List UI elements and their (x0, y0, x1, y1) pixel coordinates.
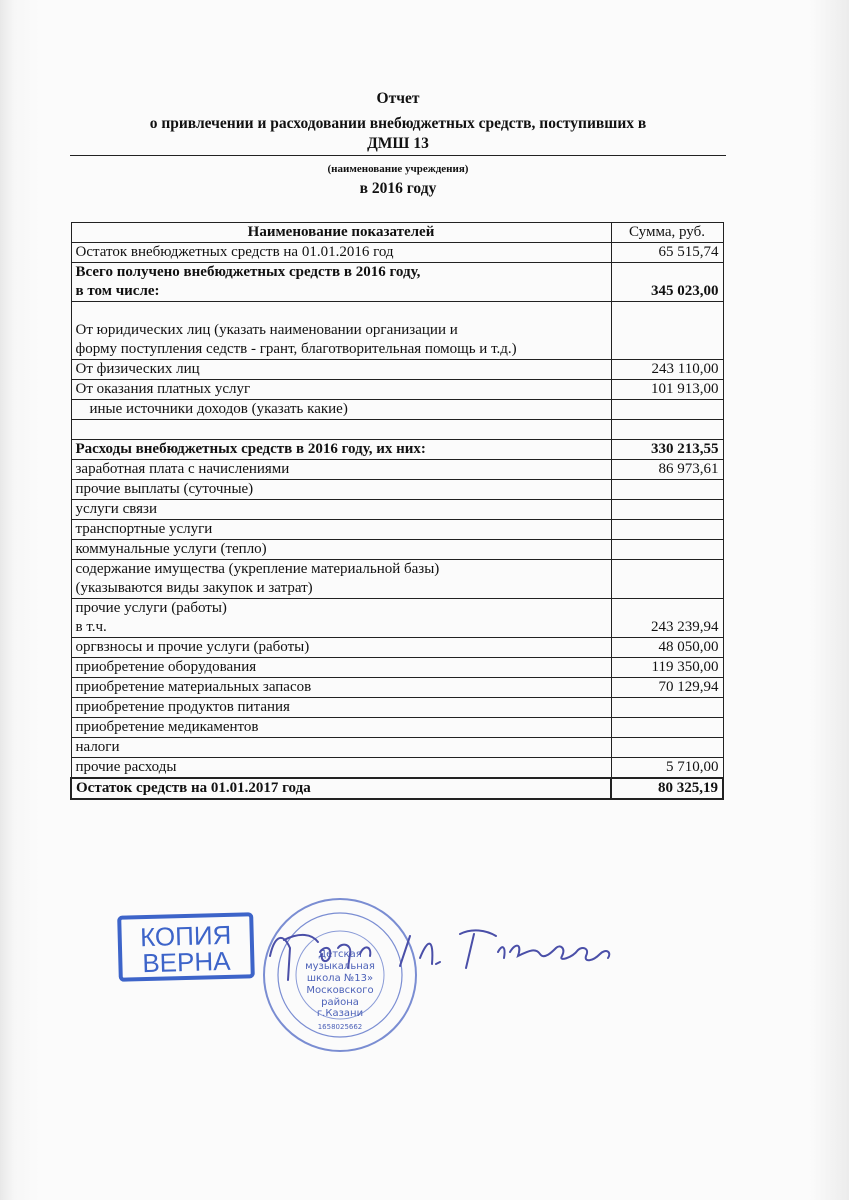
row-label: иные источники доходов (указать какие) (71, 400, 611, 420)
signature (260, 918, 620, 988)
table-row (71, 380, 723, 400)
row-sum: 65 515,74 (611, 243, 723, 263)
empty-row (71, 420, 723, 440)
report-title: Отчет (376, 90, 420, 107)
row-sum: 70 129,94 (611, 678, 723, 698)
row-label-line: прочие услуги (работы) (75, 600, 227, 616)
row-label: транспортные услуги (71, 520, 611, 540)
table-row (71, 698, 723, 718)
row-sum (611, 520, 723, 540)
row-label-line: (указываются виды закупок и затрат) (75, 580, 313, 596)
table-row (71, 400, 723, 420)
row-label-line: форму поступления седств - грант, благотворительная помощь и т.д.) (75, 341, 517, 357)
row-sum: 86 973,61 (611, 460, 723, 480)
table-row (71, 758, 723, 779)
row-sum (611, 718, 723, 738)
table-row (71, 440, 723, 460)
stamp-line: ВЕРНА (141, 945, 231, 979)
table-row-total (71, 778, 723, 799)
row-sum: 80 325,19 (611, 778, 723, 799)
row-label (71, 560, 611, 599)
table-row (71, 500, 723, 520)
header-name: Наименование показателей (71, 223, 611, 243)
row-label (71, 599, 611, 638)
row-sum (611, 480, 723, 500)
report-table (70, 222, 724, 800)
table-header-row (71, 223, 723, 243)
table-row (71, 599, 723, 638)
row-label-line: Всего получено внебюджетных средств в 2016 году, (75, 264, 421, 280)
table-row (71, 302, 723, 360)
row-sum (611, 400, 723, 420)
header-sum: Сумма, руб. (611, 223, 723, 243)
row-label: коммунальные услуги (тепло) (71, 540, 611, 560)
stamp-line: КОПИЯ (139, 919, 232, 953)
svg-text:1658025662: 1658025662 (317, 1023, 363, 1031)
row-label: налоги (71, 738, 611, 758)
row-sum (611, 738, 723, 758)
row-label (71, 302, 611, 360)
row-label-line: в т.ч. (75, 619, 107, 635)
row-label-line: в том числе: (75, 283, 160, 299)
row-label: приобретение материальных запасов (71, 678, 611, 698)
underline-rule (70, 155, 726, 156)
row-label: приобретение медикаментов (71, 718, 611, 738)
row-label: прочие расходы (71, 758, 611, 779)
table-row (71, 460, 723, 480)
row-label: приобретение продуктов питания (71, 698, 611, 718)
institution-name: ДМШ 13 (367, 135, 429, 152)
row-label-line: содержание имущества (укрепление материальной базы) (75, 561, 440, 577)
row-sum: 243 110,00 (611, 360, 723, 380)
svg-text:школа №13»: школа №13» (306, 973, 374, 984)
svg-text:музыкальная: музыкальная (305, 961, 375, 972)
row-sum (611, 560, 723, 599)
table-row (71, 560, 723, 599)
row-label: оргвзносы и прочие услуги (работы) (71, 638, 611, 658)
row-sum (611, 500, 723, 520)
svg-text:г.Казани: г.Казани (316, 1008, 364, 1019)
row-label: приобретение оборудования (71, 658, 611, 678)
institution-note: (наименование учреждения) (327, 163, 469, 175)
row-label: прочие выплаты (суточные) (71, 480, 611, 500)
row-sum: 101 913,00 (611, 380, 723, 400)
report-subtitle: о привлечении и расходовании внебюджетных средств, поступивших в (149, 115, 647, 132)
svg-text:Московского: Московского (306, 985, 374, 996)
table-row (71, 520, 723, 540)
table-row (71, 480, 723, 500)
row-label: заработная плата с начислениями (71, 460, 611, 480)
row-sum: 243 239,94 (611, 599, 723, 638)
row-label: Остаток средств на 01.01.2017 года (71, 778, 611, 799)
copy-verified-stamp (117, 912, 255, 982)
row-label: услуги связи (71, 500, 611, 520)
table-row (71, 738, 723, 758)
row-label: От оказания платных услуг (71, 380, 611, 400)
table-row (71, 360, 723, 380)
year-line: в 2016 году (359, 180, 437, 197)
table-row (71, 718, 723, 738)
row-label: Остаток внебюджетных средств на 01.01.2016 год (71, 243, 611, 263)
row-sum (611, 540, 723, 560)
row-sum: 119 350,00 (611, 658, 723, 678)
row-sum: 48 050,00 (611, 638, 723, 658)
row-label: Расходы внебюджетных средств в 2016 году, их них: (71, 440, 611, 460)
svg-text:района: района (321, 997, 359, 1008)
row-sum: 330 213,55 (611, 440, 723, 460)
table-row (71, 678, 723, 698)
row-sum: 5 710,00 (611, 758, 723, 779)
table-row (71, 540, 723, 560)
row-label-line: От юридических лиц (указать наименовании организации и (75, 322, 458, 338)
row-sum (611, 698, 723, 718)
row-label (71, 263, 611, 302)
row-sum: 345 023,00 (611, 263, 723, 302)
table-row (71, 658, 723, 678)
table-row (71, 638, 723, 658)
row-sum (611, 302, 723, 360)
table-row (71, 243, 723, 263)
svg-text:Детская: Детская (318, 949, 362, 960)
row-label: От физических лиц (71, 360, 611, 380)
table-row (71, 263, 723, 302)
